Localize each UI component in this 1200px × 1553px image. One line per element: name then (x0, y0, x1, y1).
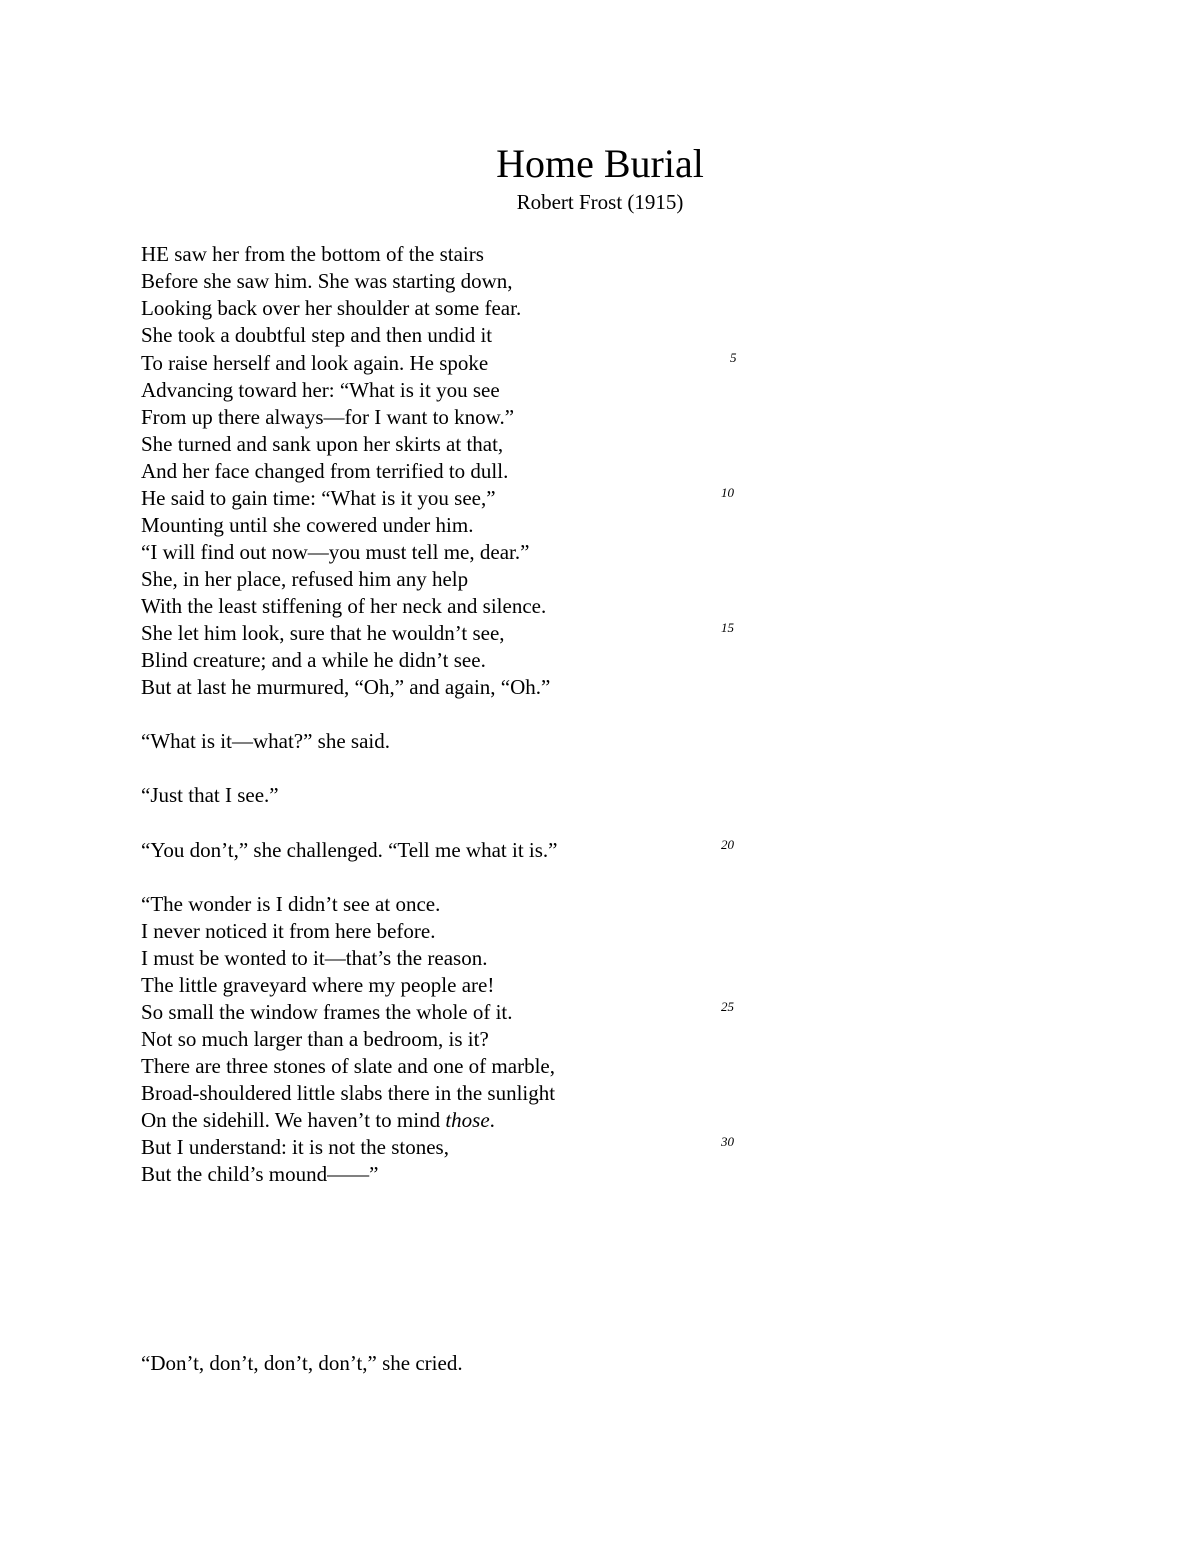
poem-line: But at last he murmured, “Oh,” and again, “Oh.” (141, 675, 551, 699)
poem-line: I never noticed it from here before. (141, 919, 436, 943)
poem-line: Mounting until she cowered under him. (141, 513, 474, 537)
poem-line: Not so much larger than a bedroom, is it? (141, 1027, 489, 1051)
poem-author-year: Robert Frost (1915) (516, 190, 684, 214)
poem-line: “I will find out now—you must tell me, dear.” (141, 540, 530, 564)
poem-line: So small the window frames the whole of it. (141, 1000, 513, 1024)
line-number: 15 (721, 620, 734, 635)
poem-title: Home Burial (496, 141, 704, 186)
poem-line: The little graveyard where my people are! (141, 973, 495, 997)
poem-line-text: On the sidehill. We haven’t to mind (141, 1108, 446, 1132)
line-number: 30 (721, 1134, 734, 1149)
poem-line: “Just that I see.” (141, 783, 279, 807)
poem-line: “You don’t,” she challenged. “Tell me what it is.” (141, 838, 558, 862)
poem-line: He said to gain time: “What is it you see,” (141, 486, 496, 510)
poem-line: She, in her place, refused him any help (141, 567, 469, 591)
poem-line: “Don’t, don’t, don’t, don’t,” she cried. (141, 1351, 463, 1375)
poem-line: With the least stiffening of her neck and silence. (141, 594, 547, 618)
poem-line: But I understand: it is not the stones, (141, 1135, 449, 1159)
poem-line: Before she saw him. She was starting down, (141, 269, 513, 293)
poem-line: Blind creature; and a while he didn’t see. (141, 648, 486, 672)
line-number: 5 (730, 350, 737, 365)
line-number: 20 (721, 837, 734, 852)
emphasized-word: those (445, 1108, 490, 1132)
poem-line: Advancing toward her: “What is it you see (141, 378, 500, 402)
poem-line: From up there always—for I want to know.” (141, 405, 515, 429)
line-number: 10 (721, 485, 734, 500)
poem-line: To raise herself and look again. He spoke (141, 351, 489, 375)
poem-line: “What is it—what?” she said. (141, 729, 391, 753)
poem-line: HE saw her from the bottom of the stairs (141, 242, 484, 266)
poem-line-punctuation: . (489, 1108, 495, 1132)
poem-line: I must be wonted to it—that’s the reason. (141, 946, 488, 970)
poem-line: And her face changed from terrified to dull. (141, 459, 509, 483)
poem-line: “The wonder is I didn’t see at once. (141, 892, 441, 916)
poem-line: She turned and sank upon her skirts at that, (141, 432, 504, 456)
poem-line: There are three stones of slate and one of marble, (141, 1054, 555, 1078)
poem-line: She took a doubtful step and then undid it (141, 323, 493, 347)
poem-line: Looking back over her shoulder at some fear. (141, 296, 522, 320)
poem-line: Broad-shouldered little slabs there in the sunlight (141, 1081, 556, 1105)
poem-line: She let him look, sure that he wouldn’t see, (141, 621, 505, 645)
poem-line (141, 1107, 495, 1134)
line-number: 25 (721, 999, 734, 1014)
poem-line: But the child’s mound——” (141, 1162, 379, 1186)
